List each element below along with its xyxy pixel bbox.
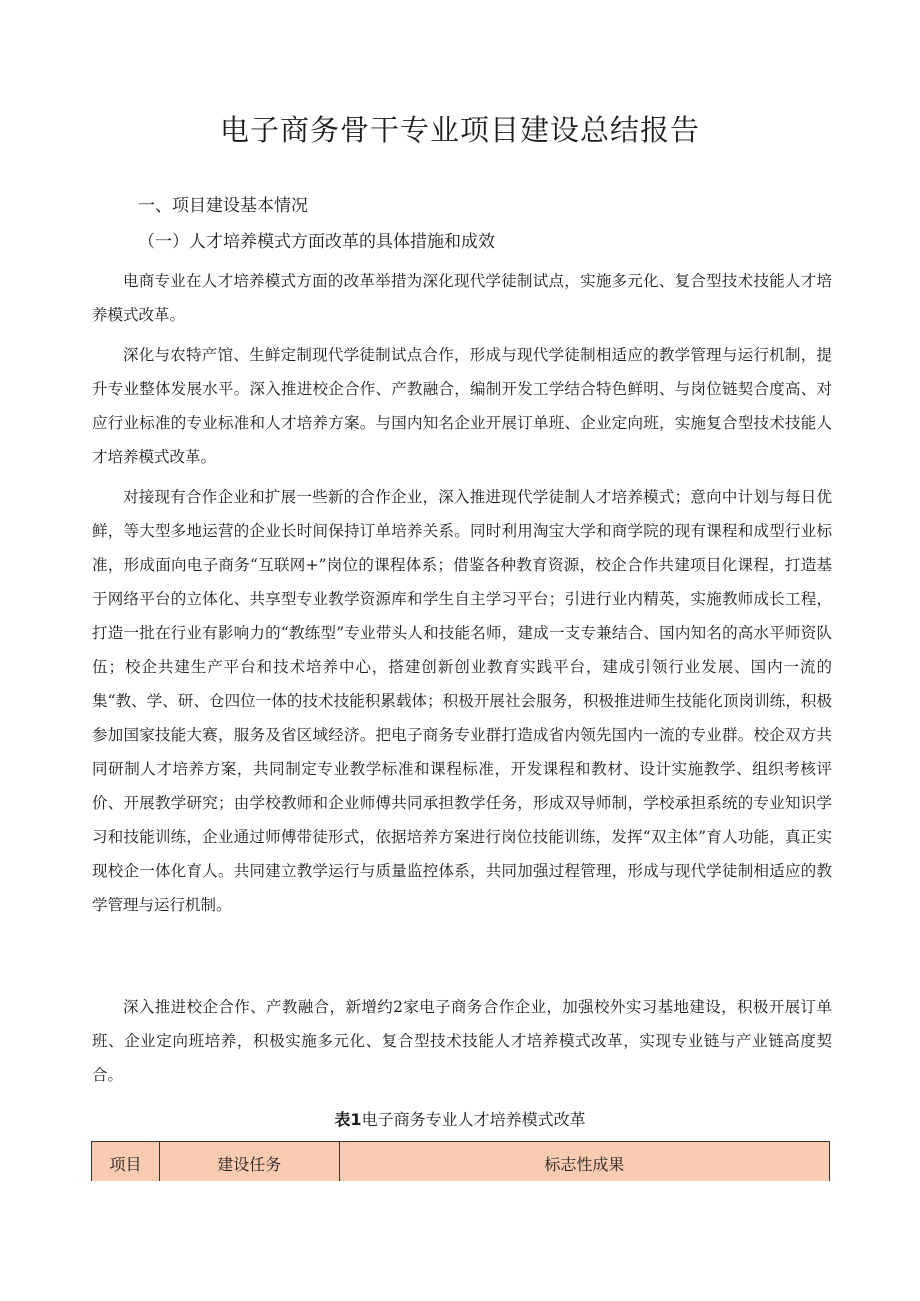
table-header-cell: 建设任务 [159,1142,339,1185]
paragraph-4: 深入推进校企合作、产教融合，新增约2家电子商务合作企业，加强校外实习基地建设，积极开展订单班、企业定向班培养，积极实施多元化、复合型技术技能人才培养模式改革，实现专业链与产业链高度契合。 [92,998,832,1084]
table-header-cell: 标志性成果 [339,1142,829,1185]
document-title: 电子商务骨干专业项目建设总结报告 [219,113,700,147]
page-cutoff [0,1181,920,1301]
table-caption [0,1107,920,1133]
section-heading-1: 一、项目建设基本情况 [138,196,308,216]
paragraph-2: 深化与农特产馆、生鲜定制现代学徒制试点合作，形成与现代学徒制相适应的教学管理与运行机制，提升专业整体发展水平。深入推进校企合作、产教融合，编制开发工学结合特色鲜明、与岗位链契合度高、对应行业标准的专业标准和人才培养方案。与国内知名企业开展订单班、企业定向班，实施复合型技术技能人才培养模式改革。 [92,346,832,466]
table-caption-text: 电子商务专业人才培养模式改革 [361,1110,586,1129]
reform-table [91,1141,830,1185]
table-caption-number: 表1 [334,1110,362,1129]
table-header-row [92,1142,830,1185]
paragraph-3: 对接现有合作企业和扩展一些新的合作企业，深入推进现代学徒制人才培养模式；意向中计划与每日优鲜，等大型多地运营的企业长时间保持订单培养关系。同时利用淘宝大学和商学院的现有课程和成型行业标准，形成面向电子商务“互联网+”岗位的课程体系；借鉴各种教育资源，校企合作共建项目化课程，打造基于网络平台的立体化、共享型专业教学资源库和学生自主学习平台；引进行业内精英，实施教师成长工程，打造一批在行业有影响力的“教练型”专业带头人和技能名师，建成一支专兼结合、国内知名的高水平师资队伍；校企共建生产平台和技术培养中心，搭建创新创业教育实践平台，建成引领行业发展、国内一流的集“教、学、研、仓四位一体的技术技能积累载体；积极开展社会服务，积极推进师生技能化顶岗训练，积极参加国家技能大赛，服务及省区域经济。把电子商务专业群打造成省内领先国内一流的专业群。校企双方共同研制人才培养方案，共同制定专业教学标准和课程标准，开发课程和教材、设计实施教学、组织考核评价、开展教学研究；由学校教师和企业师傅共同承担教学任务，形成双导师制，学校承担系统的专业知识学习和技能训练，企业通过师傅带徒形式，依据培养方案进行岗位技能训练，发挥“双主体”育人功能，真正实现校企一体化育人。共同建立教学运行与质量监控体系，共同加强过程管理，形成与现代学徒制相适应的教学管理与运行机制。 [92,488,832,914]
table-header-cell: 项目 [92,1142,160,1185]
paragraph-1: 电商专业在人才培养模式方面的改革举措为深化现代学徒制试点，实施多元化、复合型技术技能人才培养模式改革。 [92,272,832,324]
section-heading-1-1: （一）人才培养模式方面改革的具体措施和成效 [138,232,495,252]
